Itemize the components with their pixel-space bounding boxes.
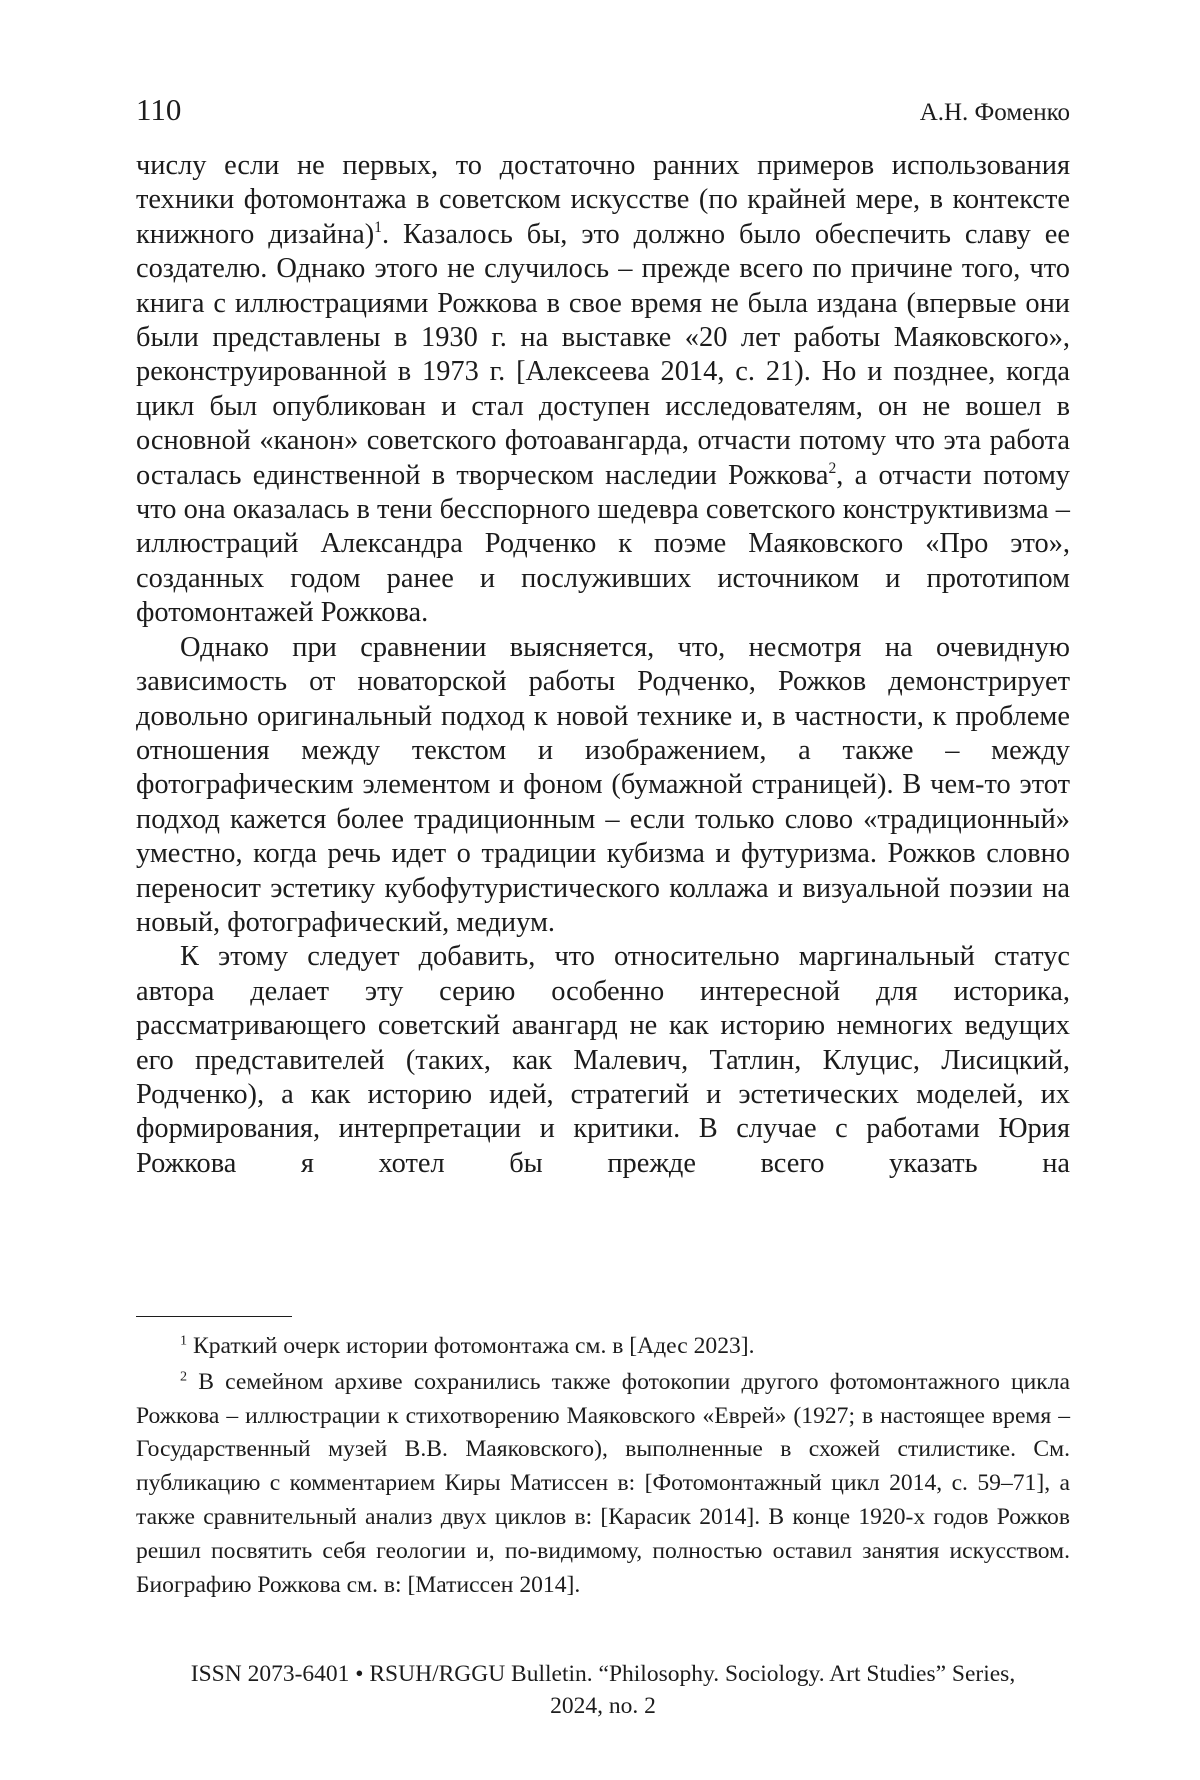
article-body — [136, 149, 1070, 1181]
footer-line-2: 2024, no. 2 — [136, 1690, 1070, 1722]
journal-footer — [136, 1658, 1070, 1722]
footnote-1 — [136, 1330, 1070, 1364]
footer-line-1: ISSN 2073-6401 • RSUH/RGGU Bulletin. “Philosophy. Sociology. Art Studies” Series, — [136, 1658, 1070, 1690]
paragraph-1-text-c: , а отчасти потому что она оказалась в тени бесспорного шедевра советского конструктивизма –иллюстраций Александра Родченко к поэме Маяковского «Про это», созданных годом ранее и послуживших источником и прототипом фотомонтажей Рожкова. — [136, 460, 1070, 629]
footnote-divider — [136, 1316, 292, 1317]
footnote-2-text: В семейном архиве сохранились также фотокопии другого фотомонтажного цикла Рожкова – иллюстрации к стихотворению Маяковского «Еврей» (1927; в настоящее время – Государственный музей В.В. Маяковского), выполненные в схожей стилистике. См. публикацию с комментарием Киры Матиссен в: [Фотомонтажный цикл 2014, с. 59–71], а также сравнительный анализ двух циклов в: [Карасик 2014]. В конце 1920-х годов Рожков решил посвятить себя геологии и, по-видимому, полностью оставил занятия искусством. Биографию Рожкова см. в: [Матиссен 2014]. — [136, 1369, 1070, 1598]
footnote-1-mark: 1 — [180, 1333, 187, 1349]
footnote-2-mark: 2 — [180, 1368, 187, 1384]
page-number: 110 — [136, 92, 181, 128]
footnote-1-text: Краткий очерк истории фотомонтажа см. в [Адес 2023]. — [187, 1333, 754, 1359]
footnote-ref-2[interactable]: 2 — [828, 460, 836, 477]
journal-page — [0, 0, 1200, 1780]
footnote-2 — [136, 1366, 1070, 1603]
footnotes — [136, 1330, 1070, 1604]
running-header — [136, 92, 1070, 128]
paragraph-3: К этому следует добавить, что относительно маргинальный статус автора делает эту серию особенно интересной для историка, рассматривающего советский авангард не как историю немногих ведущих его представителей (таких, как Малевич, Татлин, Клуцис, Лисицкий, Родченко), а как историю идей, стратегий и эстетических моделей, их формирования, интерпретации и критики. В случае с работами Юрия Рожкова я хотел бы прежде всего указать на — [136, 940, 1070, 1181]
paragraph-1 — [136, 149, 1070, 631]
running-author: А.Н. Фоменко — [920, 99, 1070, 127]
paragraph-1-text-a: числу если не первых, то достаточно ранних примеров использования техники фотомонтажа в советском искусстве (по крайней мере, в контексте книжного дизайна) — [136, 150, 1070, 250]
paragraph-2: Однако при сравнении выясняется, что, несмотря на очевидную зависимость от новаторской работы Родченко, Рожков демонстрирует довольно оригинальный подход к новой технике и, в частности, к проблеме отношения между текстом и изображением, а также – между фотографическим элементом и фоном (бумажной страницей). В чем-то этот подход кажется более традиционным – если только слово «традиционный» уместно, когда речь идет о традиции кубизма и футуризма. Рожков словно переносит эстетику кубофутуристического коллажа и визуальной поэзии на новый, фотографический, медиум. — [136, 631, 1070, 941]
footnote-ref-1[interactable]: 1 — [374, 219, 382, 236]
paragraph-1-text-b: . Казалось бы, это должно было обеспечить славу ее создателю. Однако этого не случилось – прежде всего по причине того, что книга с иллюстрациями Рожкова в свое время не была издана (впервые они были представлены в 1930 г. на выставке «20 лет работы Маяковского», реконструированной в 1973 г. [Алексеева 2014, с. 21). Но и позднее, когда цикл был опубликован и стал доступен исследователям, он не вошел в основной «канон» советского фотоавангарда, отчасти потому что эта работа осталась единственной в творческом наследии Рожкова — [136, 219, 1070, 491]
